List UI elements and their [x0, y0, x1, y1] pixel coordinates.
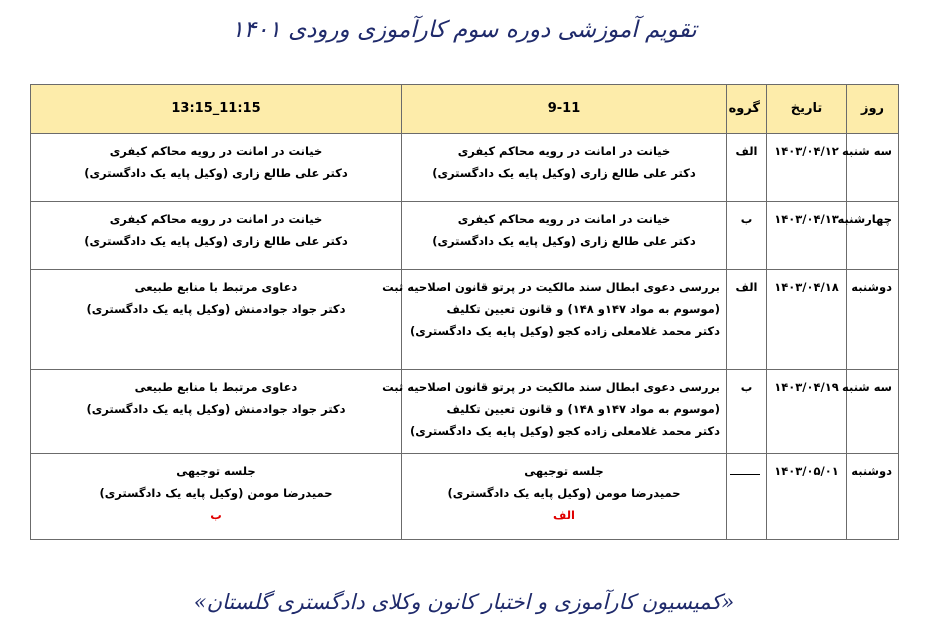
row-session-2 [31, 202, 402, 270]
row-session-1 [382, 370, 727, 454]
session-lecturer: دکتر علی طالع زاری (وکیل پایه یک دادگستری) [432, 166, 696, 180]
row-date: ۱۴۰۳/۰۴/۱۹ [767, 370, 847, 454]
session-group-label: الف [553, 508, 575, 522]
session-topic: خیانت در امانت در رویه محاکم کیفری [457, 212, 671, 226]
header-date: تاریخ [767, 85, 847, 134]
session-lecturer: دکتر جواد جوادمنش (وکیل پایه یک دادگستری) [86, 302, 346, 316]
row-day: چهارشنبه [847, 202, 899, 270]
row-session-2 [31, 270, 402, 370]
session-group-label: ب [210, 508, 222, 522]
row-day: سه شنبه [847, 134, 899, 202]
session-lecturer: دکتر جواد جوادمنش (وکیل پایه یک دادگستری) [86, 402, 346, 416]
session-topic: دعاوی مرتبط با منابع طبیعی [134, 380, 298, 394]
row-session-1 [382, 270, 727, 370]
session-lecturer: حمیدرضا مومن (وکیل پایه یک دادگستری) [447, 486, 681, 500]
table-row [31, 370, 899, 454]
row-day: دوشنبه [847, 270, 899, 370]
row-day: دوشنبه [847, 454, 899, 540]
row-session-1 [402, 134, 727, 202]
empty-dash [730, 462, 760, 475]
session-topic-detail: (موسوم به مواد ۱۴۷و ۱۴۸) و قانون تعیین تکلیف [446, 302, 720, 316]
table-header-row [31, 85, 899, 134]
header-day: روز [847, 85, 899, 134]
session-topic: جلسه توجیهی [524, 464, 604, 478]
schedule-table [30, 84, 899, 540]
session-lecturer: حمیدرضا مومن (وکیل پایه یک دادگستری) [99, 486, 333, 500]
session-topic: جلسه توجیهی [176, 464, 256, 478]
table-row [31, 454, 899, 540]
session-lecturer: دکتر علی طالع زاری (وکیل پایه یک دادگستری) [84, 234, 348, 248]
session-lecturer: دکتر محمد غلامعلی زاده کجو (وکیل پایه یک دادگستری) [409, 424, 720, 438]
table-row [31, 270, 899, 370]
row-session-2 [31, 454, 402, 540]
session-topic: خیانت در امانت در رویه محاکم کیفری [109, 212, 323, 226]
session-topic: خیانت در امانت در رویه محاکم کیفری [457, 144, 671, 158]
footer-signature: «کمیسیون کارآموزی و اختبار کانون وکلای دادگستری گلستان» [193, 590, 735, 614]
table-row [31, 202, 899, 270]
session-topic: خیانت در امانت در رویه محاکم کیفری [109, 144, 323, 158]
row-session-1 [402, 454, 727, 540]
row-date: ۱۴۰۳/۰۴/۱۸ [767, 270, 847, 370]
session-lecturer: دکتر علی طالع زاری (وکیل پایه یک دادگستری) [432, 234, 696, 248]
row-session-1 [402, 202, 727, 270]
page-title: تقویم آموزشی دوره سوم کارآموزی ورودی ۱۴۰۱ [231, 17, 697, 43]
row-group: ب [727, 370, 767, 454]
row-group-empty [727, 454, 767, 540]
session-topic: بررسی دعوی ابطال سند مالکیت در پرتو قانون اصلاحیه ثبت [382, 280, 720, 294]
row-date: ۱۴۰۳/۰۵/۰۱ [767, 454, 847, 540]
row-group: ب [727, 202, 767, 270]
header-session-2: 11:15_13:15 [31, 85, 402, 134]
row-group: الف [727, 270, 767, 370]
header-session-1: 9-11 [402, 85, 727, 134]
table-row [31, 134, 899, 202]
session-topic: بررسی دعوی ابطال سند مالکیت در پرتو قانون اصلاحیه ثبت [382, 380, 720, 394]
row-session-2 [31, 134, 402, 202]
row-day: سه شنبه [847, 370, 899, 454]
row-date: ۱۴۰۳/۰۴/۱۲ [767, 134, 847, 202]
session-lecturer: دکتر محمد غلامعلی زاده کجو (وکیل پایه یک دادگستری) [409, 324, 720, 338]
session-topic: دعاوی مرتبط با منابع طبیعی [134, 280, 298, 294]
row-date: ۱۴۰۳/۰۴/۱۳ [767, 202, 847, 270]
header-group: گروه [727, 85, 767, 134]
session-lecturer: دکتر علی طالع زاری (وکیل پایه یک دادگستری) [84, 166, 348, 180]
row-group: الف [727, 134, 767, 202]
row-session-2 [31, 370, 402, 454]
session-topic-detail: (موسوم به مواد ۱۴۷و ۱۴۸) و قانون تعیین تکلیف [446, 402, 720, 416]
